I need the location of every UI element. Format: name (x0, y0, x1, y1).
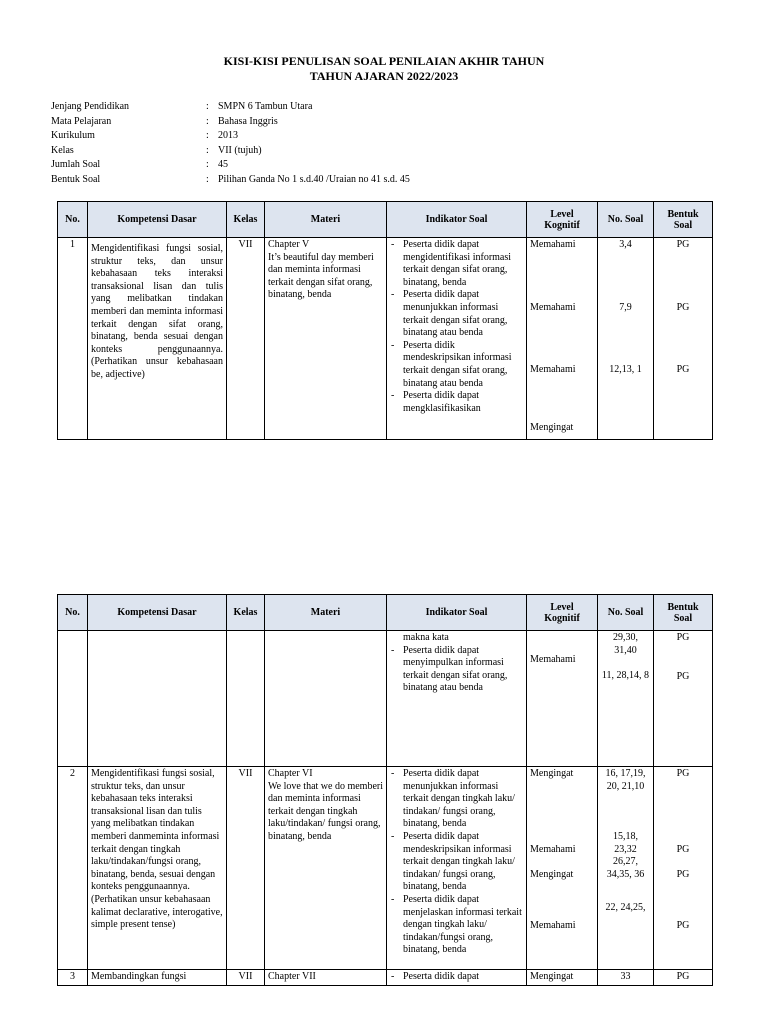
bentuk-item: PG (676, 869, 690, 881)
indikator-item: - Peserta didik dapat mendeskripsikan informasi terkait dengan tingkah laku/ tindakan/ fungsi orang, binatang, benda (390, 831, 523, 894)
level-item: Memahami (530, 919, 576, 931)
meta-row-bentuk (51, 173, 410, 188)
indikator-item: - Peserta didik dapat menyimpulkan informasi terkait dengan sifat orang, binatang atau benda (390, 645, 523, 695)
bentuk-item: PG (676, 843, 690, 855)
col-header-level-line1: Level (550, 208, 574, 220)
meta-value: 2013 (218, 130, 238, 142)
level-item: Mengingat (530, 869, 574, 881)
cell-kelas: VII (227, 970, 265, 986)
meta-label: Jumlah Soal (51, 159, 101, 171)
indikator-item: - Peserta didik mendeskripsikan informasi terkait dengan sifat orang, binatang atau benda (390, 340, 523, 390)
col-header-bentuk (654, 202, 713, 238)
col-header-bentuk-line2: Soal (673, 612, 693, 624)
cell-bentuk (654, 631, 713, 767)
cell-nosoal: 33 (598, 970, 654, 986)
indikator-continuation: makna kata (403, 632, 449, 643)
col-header-level-line2: Kognitif (544, 612, 580, 624)
cell-materi (265, 238, 387, 440)
table-row (58, 631, 713, 767)
meta-row-kelas (51, 144, 410, 159)
col-header-nosoal: No. Soal (598, 595, 654, 631)
cell-kompetensi-dasar: Mengidentifikasi fungsi sosial, struktur teks, dan unsur kebahasaan teks interaksi transaksional lisan dan tulis yang melibatkan tindakan memberi dan meminta informasi terkait dengan sifat orang, binatang, benda sesuai dengan konteks penggunaannya. (Perhatikan unsur kebahasaan be, adjective) (88, 238, 227, 440)
meta-label: Kelas (51, 144, 74, 156)
col-header-materi: Materi (265, 202, 387, 238)
col-header-bentuk-line1: Bentuk (667, 208, 699, 220)
level-item: Mengingat (530, 768, 574, 779)
bentuk-item: PG (676, 301, 690, 313)
cell-bentuk: PG (654, 970, 713, 986)
cell-kompetensi-dasar: Mengidentifikasi fungsi sosial, struktur teks, dan unsur kebahasaan teks interaksi transaksional lisan dan tulis yang melibatkan tindakan memberi danmeminta informasi terkait dengan tingkah laku/tindakan/fungsi orang, binatang, benda, sesuai dengan konteks penggunaannya. (Perhatikan unsur kebahasaan kalimat declarative, interogative, simple present tense) (88, 767, 227, 970)
col-header-no: No. (58, 202, 88, 238)
materi-chapter: Chapter V (268, 239, 310, 250)
table-row (58, 767, 713, 970)
col-header-level (527, 202, 598, 238)
cell-kelas (227, 631, 265, 767)
bentuk-item: PG (676, 670, 690, 682)
bentuk-item: PG (676, 768, 690, 779)
meta-value: SMPN 6 Tambun Utara (218, 101, 313, 112)
level-item: Mengingat (530, 421, 574, 433)
document-subtitle: TAHUN AJARAN 2022/2023 (309, 69, 459, 83)
meta-value: VII (tujuh) (218, 144, 262, 156)
meta-label: Bentuk Soal (51, 173, 101, 185)
col-header-level (527, 595, 598, 631)
cell-kompetensi-dasar (88, 631, 227, 767)
nosoal-item: 29,30, 31,40 (613, 632, 638, 656)
cell-bentuk (654, 767, 713, 970)
indikator-item: - Peserta didik dapat mengklasifikasikan (390, 390, 523, 415)
cell-bentuk (654, 238, 713, 440)
bentuk-item: PG (676, 919, 690, 931)
cell-materi: Chapter VII (265, 970, 387, 986)
level-item: Memahami (530, 364, 576, 376)
meta-row-jumlah (51, 158, 410, 173)
nosoal-item: 12,13, 1 (609, 364, 642, 376)
meta-colon: : (206, 101, 209, 112)
cell-indikator (387, 970, 527, 986)
meta-colon: : (206, 159, 209, 171)
col-header-level-line1: Level (550, 601, 574, 613)
indikator-item: - Peserta didik dapat menunjukkan informasi terkait dengan tingkah laku/ tindakan/ fungsi orang, binatang, benda (390, 768, 523, 831)
cell-kelas: VII (227, 767, 265, 970)
level-item: Memahami (530, 843, 576, 855)
meta-colon: : (206, 115, 209, 127)
table-header-row (58, 202, 713, 238)
cell-level: Mengingat (527, 970, 598, 986)
meta-value: Bahasa Inggris (218, 115, 278, 127)
cell-no (58, 631, 88, 767)
col-header-kelas: Kelas (227, 595, 265, 631)
table-row (58, 238, 713, 440)
kisi-table-page1 (57, 201, 713, 440)
document-meta (51, 100, 410, 188)
meta-value: Pilihan Ganda No 1 s.d.40 /Uraian no 41 s.d. 45 (218, 173, 410, 185)
cell-no: 2 (58, 767, 88, 970)
meta-label: Jenjang Pendidikan (51, 101, 130, 112)
cell-nosoal (598, 631, 654, 767)
level-item: Memahami (530, 239, 576, 250)
col-header-bentuk (654, 595, 713, 631)
nosoal-item: 3,4 (619, 239, 632, 250)
col-header-kd: Kompetensi Dasar (88, 202, 227, 238)
col-header-indikator: Indikator Soal (387, 202, 527, 238)
cell-level (527, 238, 598, 440)
bentuk-item: PG (676, 632, 690, 643)
level-item: Memahami (530, 654, 576, 665)
indikator-item: - Peserta didik dapat menunjukkan informasi terkait dengan sifat orang, binatang atau benda (390, 289, 523, 339)
cell-indikator (387, 767, 527, 970)
cell-nosoal (598, 767, 654, 970)
col-header-bentuk-line1: Bentuk (667, 601, 699, 613)
meta-row-jenjang (51, 100, 410, 115)
col-header-nosoal: No. Soal (598, 202, 654, 238)
cell-no: 3 (58, 970, 88, 986)
document-title: KISI-KISI PENULISAN SOAL PENILAIAN AKHIR TAHUN (223, 54, 545, 68)
cell-materi (265, 767, 387, 970)
col-header-level-line2: Kognitif (544, 219, 580, 231)
meta-label: Mata Pelajaran (51, 115, 112, 127)
meta-value: 45 (218, 159, 228, 171)
nosoal-item: 11, 28,14, 8 (601, 670, 650, 682)
meta-row-kurikulum (51, 129, 410, 144)
col-header-bentuk-line2: Soal (673, 219, 693, 231)
indikator-item: - Peserta didik dapat menjelaskan informasi terkait dengan tingkah laku/ tindakan/fungsi orang, binatang, benda (390, 894, 523, 957)
meta-colon: : (206, 173, 209, 185)
materi-chapter: Chapter VI (268, 768, 313, 779)
table-row (58, 970, 713, 986)
cell-indikator (387, 631, 527, 767)
col-header-kd: Kompetensi Dasar (88, 595, 227, 631)
cell-kompetensi-dasar: Membandingkan fungsi (88, 970, 227, 986)
cell-indikator (387, 238, 527, 440)
nosoal-item: 26,27, 34,35, 36 (606, 856, 645, 880)
col-header-indikator: Indikator Soal (387, 595, 527, 631)
indikator-item: - Peserta didik dapat mengidentifikasi informasi terkait dengan sifat orang, binatang, benda (390, 239, 523, 289)
materi-desc: It’s beautiful day memberi dan meminta informasi terkait dengan sifat orang, binatang, benda (268, 251, 374, 301)
col-header-no: No. (58, 595, 88, 631)
meta-label: Kurikulum (51, 130, 95, 142)
meta-row-mapel (51, 115, 410, 130)
indikator-item: - Peserta didik dapat (390, 971, 523, 984)
cell-level (527, 767, 598, 970)
nosoal-item: 22, 24,25, (605, 901, 646, 913)
nosoal-item: 16, 17,19, 20, 21,10 (605, 768, 646, 792)
col-header-kelas: Kelas (227, 202, 265, 238)
cell-nosoal (598, 238, 654, 440)
col-header-materi: Materi (265, 595, 387, 631)
level-item: Memahami (530, 301, 576, 313)
cell-materi (265, 631, 387, 767)
nosoal-item: 15,18, 23,32 (613, 831, 638, 855)
meta-colon: : (206, 144, 209, 156)
materi-desc: We love that we do memberi dan meminta informasi terkait dengan tingkah laku/tindakan/ fungsi orang, binatang, benda (268, 780, 383, 842)
cell-no: 1 (58, 238, 88, 440)
cell-kelas: VII (227, 238, 265, 440)
bentuk-item: PG (676, 239, 690, 250)
kisi-table-page2 (57, 594, 713, 986)
bentuk-item: PG (676, 364, 690, 376)
cell-level (527, 631, 598, 767)
table-header-row (58, 595, 713, 631)
nosoal-item: 7,9 (619, 301, 632, 313)
meta-colon: : (206, 130, 209, 142)
